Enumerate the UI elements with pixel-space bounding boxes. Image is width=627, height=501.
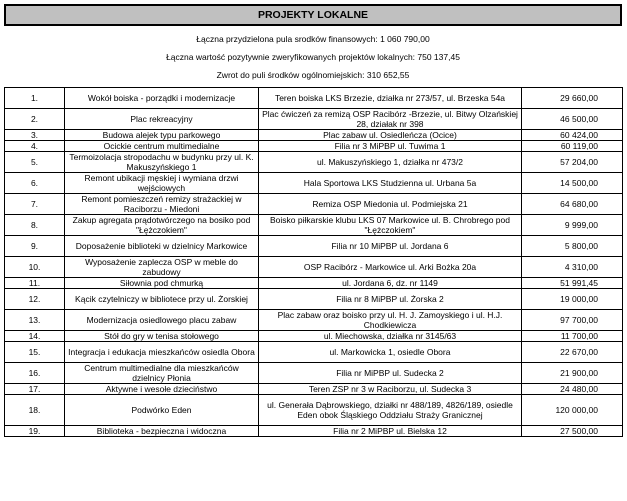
table-row [5, 173, 623, 194]
cell-location: ul. Miechowska, działka nr 3145/63 [259, 331, 522, 342]
cell-location: Plac zabaw oraz boisko przy ul. H. J. Zamoyskiego i ul. H.J. Chodkiewicza [259, 310, 522, 331]
table-row [5, 426, 623, 437]
table-row [5, 289, 623, 310]
summary-verified-value: Łączna wartość pozytywnie zweryfikowanych projektów lokalnych: 750 137,45 [166, 52, 460, 62]
cell-location: ul. Generała Dąbrowskiego, działki nr 488/189, 4826/189, osiedle Eden obok Śląskiego Oddziału Straży Granicznej [259, 395, 522, 426]
cell-number: 16. [5, 363, 65, 384]
cell-project-name: Wyposażenie zaplecza OSP w meble do zabudowy [65, 257, 259, 278]
table-row [5, 257, 623, 278]
table-row [5, 88, 623, 109]
cell-amount: 120 000,00 [522, 395, 623, 426]
cell-amount: 5 800,00 [522, 236, 623, 257]
cell-amount: 4 310,00 [522, 257, 623, 278]
cell-project-name: Termoizolacja stropodachu w budynku przy ul. K. Makuszyńskiego 1 [65, 152, 259, 173]
summary-returned: Zwrot do puli środków ogólnomiejskich: 310 652,55 [216, 70, 410, 80]
cell-project-name: Plac rekreacyjny [65, 109, 259, 130]
table-row [5, 395, 623, 426]
table-row [5, 342, 623, 363]
cell-project-name: Integracja i edukacja mieszkańców osiedla Obora [65, 342, 259, 363]
table-row [5, 152, 623, 173]
cell-number: 7. [5, 194, 65, 215]
cell-amount: 29 660,00 [522, 88, 623, 109]
cell-project-name: Budowa alejek typu parkowego [65, 130, 259, 141]
cell-project-name: Aktywne i wesołe dzieciństwo [65, 384, 259, 395]
cell-project-name: Siłownia pod chmurką [65, 278, 259, 289]
cell-number: 9. [5, 236, 65, 257]
cell-project-name: Remont pomieszczeń remizy strażackiej w Raciborzu - Miedoni [65, 194, 259, 215]
cell-amount: 60 119,00 [522, 141, 623, 152]
cell-location: Filia nr 3 MiPBP ul. Tuwima 1 [259, 141, 522, 152]
cell-number: 15. [5, 342, 65, 363]
cell-amount: 51 991,45 [522, 278, 623, 289]
cell-amount: 24 480,00 [522, 384, 623, 395]
cell-location: Teren boiska LKS Brzezie, działka nr 273/57, ul. Brzeska 54a [259, 88, 522, 109]
table-row [5, 310, 623, 331]
cell-number: 13. [5, 310, 65, 331]
cell-project-name: Kącik czytelniczy w bibliotece przy ul. Żorskiej [65, 289, 259, 310]
cell-amount: 9 999,00 [522, 215, 623, 236]
cell-location: Hala Sportowa LKS Studzienna ul. Urbana 5a [259, 173, 522, 194]
cell-number: 19. [5, 426, 65, 437]
cell-number: 14. [5, 331, 65, 342]
table-row [5, 363, 623, 384]
projects-table [4, 87, 623, 437]
cell-amount: 27 500,00 [522, 426, 623, 437]
cell-amount: 22 670,00 [522, 342, 623, 363]
summary-total-pool: Łączna przydzielona pula srodków finansowych: 1 060 790,00 [196, 34, 430, 44]
table-row [5, 278, 623, 289]
cell-project-name: Modernizacja osiedlowego placu zabaw [65, 310, 259, 331]
cell-project-name: Doposażenie biblioteki w dzielnicy Markowice [65, 236, 259, 257]
table-row [5, 384, 623, 395]
table-row [5, 109, 623, 130]
cell-amount: 14 500,00 [522, 173, 623, 194]
cell-number: 12. [5, 289, 65, 310]
cell-location: Filia nr 2 MiPBP ul. Bielska 12 [259, 426, 522, 437]
cell-location: OSP Racibórz - Markowice ul. Arki Bożka 20a [259, 257, 522, 278]
cell-location: Teren ZSP nr 3 w Raciborzu, ul. Sudecka 3 [259, 384, 522, 395]
cell-number: 2. [5, 109, 65, 130]
table-row [5, 331, 623, 342]
cell-project-name: Remont ubikacji męskiej i wymiana drzwi wejściowych [65, 173, 259, 194]
cell-amount: 21 900,00 [522, 363, 623, 384]
table-row [5, 194, 623, 215]
cell-number: 3. [5, 130, 65, 141]
cell-number: 5. [5, 152, 65, 173]
cell-location: ul. Jordana 6, dz. nr 1149 [259, 278, 522, 289]
table-row [5, 141, 623, 152]
cell-project-name: Stół do gry w tenisa stołowego [65, 331, 259, 342]
cell-project-name: Ocickie centrum multimedialne [65, 141, 259, 152]
cell-project-name: Wokół boiska - porządki i modernizacje [65, 88, 259, 109]
cell-location: Plac ćwiczeń za remizą OSP Racibórz -Brzezie, ul. Bitwy Olzańskiej 28, działak nr 398 [259, 109, 522, 130]
cell-amount: 64 680,00 [522, 194, 623, 215]
cell-location: Remiza OSP Miedonia ul. Podmiejska 21 [259, 194, 522, 215]
cell-project-name: Biblioteka - bezpieczna i widoczna [65, 426, 259, 437]
cell-location: Plac zabaw ul. Osiedleńcza (Ocice) [259, 130, 522, 141]
cell-number: 10. [5, 257, 65, 278]
cell-number: 1. [5, 88, 65, 109]
table-row [5, 215, 623, 236]
table-row [5, 236, 623, 257]
cell-location: Boisko piłkarskie klubu LKS 07 Markowice ul. B. Chrobrego pod "Łężczokiem" [259, 215, 522, 236]
cell-amount: 11 700,00 [522, 331, 623, 342]
cell-amount: 97 700,00 [522, 310, 623, 331]
page-title [4, 4, 622, 26]
cell-location: Filia nr MiPBP ul. Sudecka 2 [259, 363, 522, 384]
cell-amount: 60 424,00 [522, 130, 623, 141]
cell-number: 17. [5, 384, 65, 395]
cell-number: 6. [5, 173, 65, 194]
cell-amount: 19 000,00 [522, 289, 623, 310]
cell-amount: 57 204,00 [522, 152, 623, 173]
title-text: PROJEKTY LOKALNE [257, 9, 369, 21]
cell-project-name: Podwórko Eden [65, 395, 259, 426]
cell-location: Filia nr 8 MiPBP ul. Żorska 2 [259, 289, 522, 310]
cell-project-name: Centrum multimedialne dla mieszkańców dzielnicy Płonia [65, 363, 259, 384]
cell-number: 4. [5, 141, 65, 152]
cell-number: 18. [5, 395, 65, 426]
cell-location: ul. Makuszyńskiego 1, działka nr 473/2 [259, 152, 522, 173]
table-row [5, 130, 623, 141]
cell-amount: 46 500,00 [522, 109, 623, 130]
cell-location: ul. Markowicka 1, osiedle Obora [259, 342, 522, 363]
cell-project-name: Zakup agregata prądotwórczego na bosiko pod "Łężczokiem" [65, 215, 259, 236]
cell-number: 11. [5, 278, 65, 289]
cell-location: Filia nr 10 MiPBP ul. Jordana 6 [259, 236, 522, 257]
cell-number: 8. [5, 215, 65, 236]
projects-table-body [5, 88, 623, 437]
